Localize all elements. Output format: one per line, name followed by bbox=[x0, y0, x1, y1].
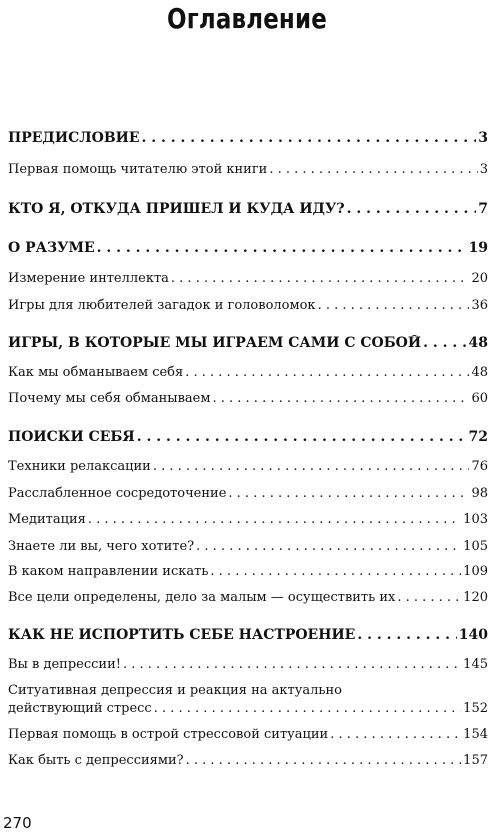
leader-dots bbox=[212, 391, 469, 406]
leader-dots bbox=[347, 201, 477, 217]
leader-dots bbox=[185, 365, 469, 380]
entry-title-first-line: Ситуативная депрессия и реакция на актуально bbox=[8, 683, 342, 698]
leader-dots bbox=[123, 657, 461, 672]
entry-page: 3 bbox=[479, 162, 488, 177]
entry-page: 109 bbox=[463, 564, 488, 579]
leader-dots bbox=[186, 753, 462, 768]
entry-page: 140 bbox=[458, 627, 488, 643]
entry-page: 103 bbox=[463, 512, 488, 527]
toc-chapter-about-mind[interactable] bbox=[8, 240, 488, 256]
entry-title: Первая помощь читателю этой книги bbox=[8, 162, 268, 177]
leader-dots bbox=[228, 486, 469, 501]
entry-title: ПОИСКИ СЕБЯ bbox=[8, 429, 135, 445]
toc-section[interactable] bbox=[8, 727, 488, 742]
leader-dots bbox=[269, 162, 477, 177]
leader-dots bbox=[137, 429, 467, 445]
page-title: Оглавление bbox=[167, 2, 327, 35]
toc-section[interactable] bbox=[8, 512, 488, 527]
entry-page: 48 bbox=[468, 335, 488, 351]
entry-page: 120 bbox=[463, 590, 488, 605]
entry-title: Игры для любителей загадок и головоломок bbox=[8, 298, 316, 313]
leader-dots bbox=[357, 627, 456, 643]
toc-section-two-line[interactable] bbox=[8, 683, 488, 716]
toc-section[interactable] bbox=[8, 459, 488, 474]
leader-dots bbox=[153, 459, 470, 474]
entry-page: 48 bbox=[471, 365, 488, 380]
entry-title: Как мы обманываем себя bbox=[8, 365, 184, 380]
entry-title: Почему мы себя обманываем bbox=[8, 391, 211, 406]
toc-section[interactable] bbox=[8, 365, 488, 380]
leader-dots bbox=[397, 590, 461, 605]
leader-dots bbox=[142, 130, 477, 146]
entry-page: 3 bbox=[478, 130, 488, 146]
leader-dots bbox=[88, 512, 461, 527]
toc-section[interactable] bbox=[8, 539, 488, 554]
entry-title: Все цели определены, дело за малым — осуществить их bbox=[8, 590, 396, 605]
toc-section[interactable] bbox=[8, 564, 488, 579]
toc-chapter-self-search[interactable] bbox=[8, 429, 488, 445]
leader-dots bbox=[330, 727, 461, 742]
entry-title: Знаете ли вы, чего хотите? bbox=[8, 539, 195, 554]
toc-chapter-games[interactable] bbox=[8, 335, 488, 351]
entry-page: 98 bbox=[471, 486, 488, 501]
leader-dots bbox=[97, 240, 467, 256]
leader-dots bbox=[154, 701, 461, 716]
entry-title: Техники релаксации bbox=[8, 459, 151, 474]
entry-title: действующий стресс bbox=[8, 701, 152, 716]
entry-page: 152 bbox=[463, 701, 488, 716]
entry-title: Первая помощь в острой стрессовой ситуации bbox=[8, 727, 329, 742]
entry-title: ПРЕДИСЛОВИЕ bbox=[8, 130, 140, 146]
toc-section[interactable] bbox=[8, 298, 488, 313]
leader-dots bbox=[196, 539, 461, 554]
toc-section[interactable] bbox=[8, 162, 488, 177]
entry-page: 157 bbox=[463, 753, 488, 768]
entry-page: 20 bbox=[471, 271, 488, 286]
leader-dots bbox=[171, 271, 470, 286]
toc-section[interactable] bbox=[8, 486, 488, 501]
leader-dots bbox=[318, 298, 470, 313]
entry-title: КАК НЕ ИСПОРТИТЬ СЕБЕ НАСТРОЕНИЕ bbox=[8, 627, 356, 643]
entry-title: В каком направлении искать bbox=[8, 564, 209, 579]
entry-page: 60 bbox=[471, 391, 488, 406]
entry-title: Измерение интеллекта bbox=[8, 271, 169, 286]
entry-page: 36 bbox=[471, 298, 488, 313]
entry-page: 145 bbox=[463, 657, 488, 672]
entry-title: Медитация bbox=[8, 512, 86, 527]
entry-title: О РАЗУМЕ bbox=[8, 240, 95, 256]
toc-section[interactable] bbox=[8, 391, 488, 406]
entry-title: Расслабленное сосредоточение bbox=[8, 486, 227, 501]
entry-page: 76 bbox=[471, 459, 488, 474]
leader-dots bbox=[423, 335, 466, 351]
toc-section[interactable] bbox=[8, 271, 488, 286]
entry-page: 105 bbox=[463, 539, 488, 554]
entry-page: 7 bbox=[478, 201, 488, 217]
entry-page: 72 bbox=[468, 429, 488, 445]
page-number: 270 bbox=[3, 814, 32, 832]
entry-title: ИГРЫ, В КОТОРЫЕ МЫ ИГРАЕМ САМИ С СОБОЙ bbox=[8, 335, 422, 351]
entry-title: КТО Я, ОТКУДА ПРИШЕЛ И КУДА ИДУ? bbox=[8, 201, 345, 217]
entry-title: Как быть с депрессиями? bbox=[8, 753, 184, 768]
toc-chapter-mood[interactable] bbox=[8, 627, 488, 643]
entry-page: 154 bbox=[463, 727, 488, 742]
toc-section[interactable] bbox=[8, 657, 488, 672]
leader-dots bbox=[210, 564, 461, 579]
entry-page: 19 bbox=[468, 240, 488, 256]
toc-chapter-who-am-i[interactable] bbox=[8, 201, 488, 217]
entry-title: Вы в депрессии! bbox=[8, 657, 121, 672]
toc-chapter-preface[interactable] bbox=[8, 130, 488, 146]
toc-section[interactable] bbox=[8, 753, 488, 768]
toc-section[interactable] bbox=[8, 590, 488, 605]
